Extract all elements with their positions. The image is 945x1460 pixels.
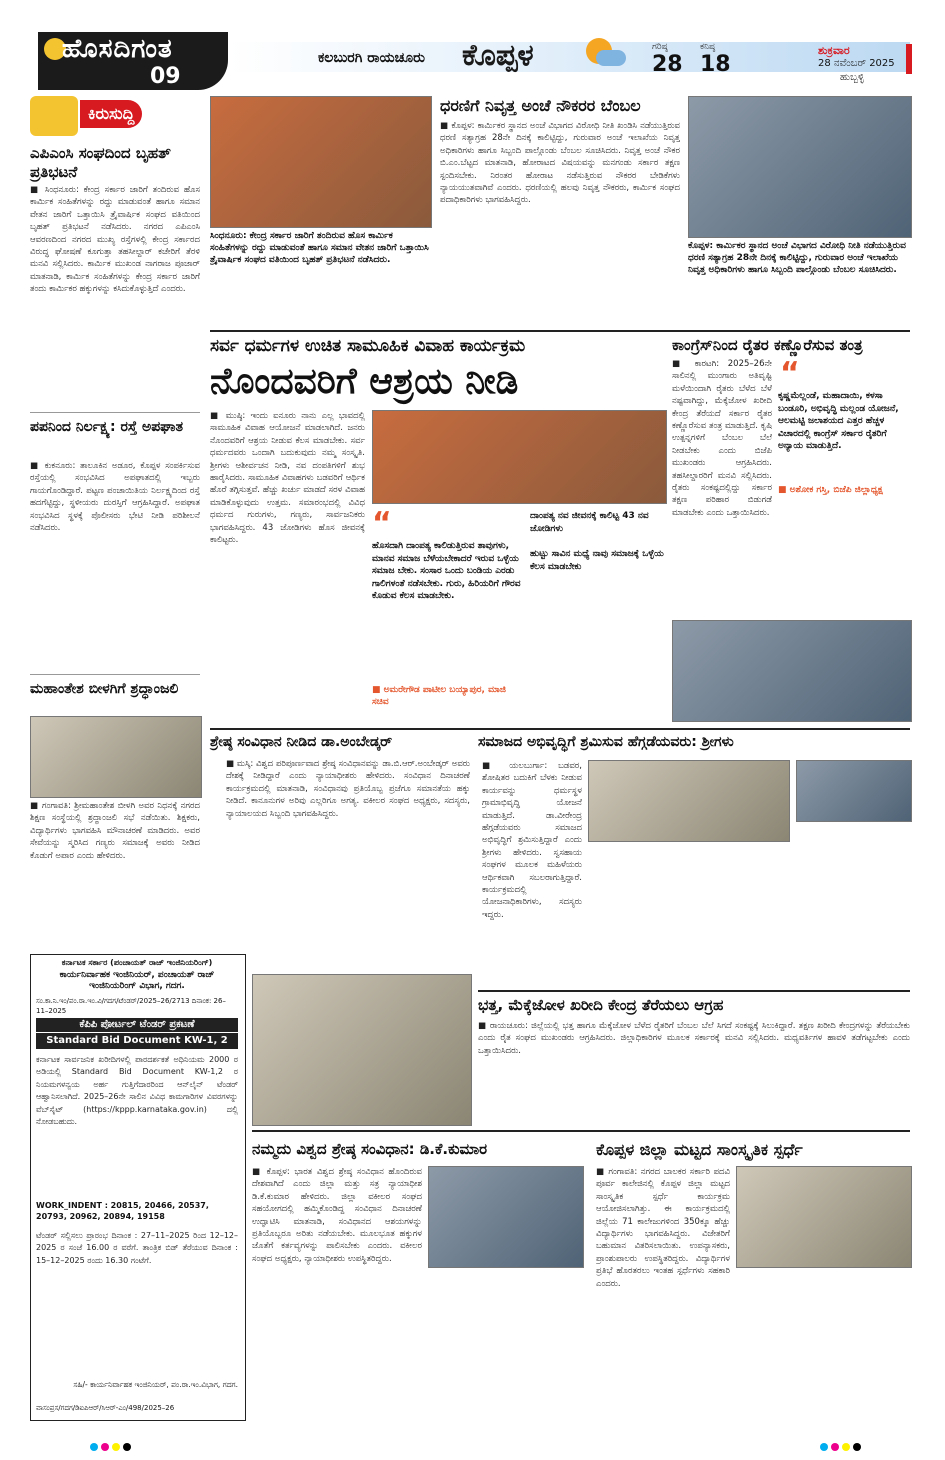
congress-quote-author: ■ ಅಶೋಕ ಗಸ್ತಿ, ಬಿಜೆಪಿ ಜಿಲ್ಲಾಧ್ಯಕ್ಷ — [778, 485, 883, 495]
protest-caption: ಸಿಂಧನೂರು: ಕೇಂದ್ರ ಸರ್ಕಾರ ಜಾರಿಗೆ ತಂದಿರುವ ಹೊಸ ಕಾರ್ಮಿಕ ಸಂಹಿತೆಗಳನ್ನು ರದ್ದು ಮಾಡುವಂತೆ ಹಾಗೂ ಸಮಾನ ವೇತನ ಜಾರಿಗೆ ಒತ್ತಾಯಿಸಿ ತ್ರೈವಾರ್ಷಿಕ ಸಂಘದ ವತಿಯಿಂದ ಬೃಹತ್ ಪ್ರತಿಭಟನೆ ನಡೆಸಿದರು. — [210, 231, 429, 265]
kirusuddi-hand-icon — [30, 96, 78, 136]
congress-quote-icon: “ — [780, 356, 800, 391]
tender-footer: ವಾಸಂಪ್ರಸ/ಗದಗ/ಡಿಐಪಿಆರ್/ಸಿಆರ್-ಎಂ/498/2025–26 — [36, 1404, 175, 1412]
story2-body: ■ ಕುಕನೂರು: ತಾಲೂಕಿನ ಅಡೂರ, ಕೊಪ್ಪಳ ಸಂಪರ್ಕಿಸುವ ರಸ್ತೆಯಲ್ಲಿ ಸಂಭವಿಸಿದ ಅಪಘಾತದಲ್ಲಿ ಇಬ್ಬರು ಗಾಯಗೊಂಡಿದ್ದಾರೆ. ಪಟ್ಟಣ ಪಂಚಾಯಿತಿಯ ನಿರ್ಲಕ್ಷ್ಯದಿಂದ ರಸ್ತೆ ಹದಗೆಟ್ಟಿದ್ದು, ಸ್ಥಳೀಯರು ದುರಸ್ತಿಗೆ ಆಗ್ರಹಿಸಿದ್ದಾರೆ. ಅಪಘಾತ ಸಂಭವಿಸಿದ ಸ್ಥಳಕ್ಕೆ ಪೊಲೀಸರು ಭೇಟಿ ನೀಡಿ ಪರಿಶೀಲನೆ ನಡೆಸಿದರು. — [30, 461, 200, 534]
story1-title: ಎಪಿಎಂಸಿ ಸಂಘದಿಂದ ಬೃಹತ್ ಪ್ರತಿಭಟನೆ — [30, 144, 171, 181]
tender-body: ಕರ್ನಾಟಕ ಸಾರ್ವಜನಿಕ ಖರೀದಿಗಳಲ್ಲಿ ಪಾರದರ್ಶಕತೆ ಅಧಿನಿಯಮ 2000 ರ ಅಡಿಯಲ್ಲಿ Standard Bid Document KW-1,2 ರ ನಿಯಮಗಳನ್ವಯ ಅರ್ಹ ಗುತ್ತಿಗೆದಾರರಿಂದ ಆನ್‌ಲೈನ್ ಟೆಂಡರ್ ಆಹ್ವಾನಿಸಲಾಗಿದೆ. 2025–26ನೇ ಸಾಲಿನ ವಿವಿಧ ಕಾಮಗಾರಿಗಳ ವಿವರಗಳನ್ನು ವೆಬ್‌ಸೈಟ್ (https://kppp.karnataka.gov.in) ದಲ್ಲಿ ನೋಡಬಹುದು. — [36, 1055, 238, 1127]
story2-title: ಪಪನಿಂದ ನಿರ್ಲಕ್ಷ್ಯ: ರಸ್ತೆ ಅಪಘಾತ — [30, 419, 184, 435]
print-registration-marks — [820, 1436, 864, 1455]
section-divider — [478, 990, 910, 992]
tender-sign: ಸಹಿ/- ಕಾರ್ಯನಿರ್ವಾಹಕ ಇಂಜಿನಿಯರ್, ಪಂ.ರಾ.ಇಂ.ವಿಭಾಗ, ಗದಗ. — [73, 1380, 238, 1389]
lead-body: ■ ಮುಷ್ಠಿ: ಇಂದು ಐನೂರು ನಾನು ಎಲ್ಲ ಭಾವದಲ್ಲಿ ಸಾಮೂಹಿಕ ವಿವಾಹ ಆಯೋಜನೆ ಮಾಡಲಾಗಿದೆ. ಜನರು ನೊಂದವರಿಗೆ ಆಶ್ರಯ ನೀಡುವ ಕೆಲಸ ಮಾಡಬೇಕು. ಸರ್ವ ಧರ್ಮದವರು ಒಂದಾಗಿ ಬದುಕುವುದು ನಮ್ಮ ಸಂಸ್ಕೃತಿ. ಶ್ರೀಗಳು ಆಶೀರ್ವಚನ ನೀಡಿ, ನವ ದಂಪತಿಗಳಿಗೆ ಶುಭ ಹಾರೈಸಿದರು. ಸಾಮೂಹಿಕ ವಿವಾಹಗಳು ಬಡವರಿಗೆ ಆರ್ಥಿಕ ಹೊರೆ ತಗ್ಗಿಸುತ್ತವೆ. ಹೆಚ್ಚು ಖರ್ಚು ಮಾಡದೆ ಸರಳ ವಿವಾಹ ಮಾಡಿಕೊಳ್ಳುವುದು ಉತ್ತಮ. ಸಮಾರಂಭದಲ್ಲಿ ವಿವಿಧ ಧರ್ಮದ ಗುರುಗಳು, ಗಣ್ಯರು, ಸಾರ್ವಜನಿಕರು ಭಾಗವಹಿಸಿದ್ದರು. 43 ಜೋಡಿಗಳು ಹೊಸ ಜೀವನಕ್ಕೆ ಕಾಲಿಟ್ಟರು. — [210, 411, 365, 546]
story3-body: ■ ಗಂಗಾವತಿ: ಶ್ರೀಮಹಾಂತೇಶ ಬೀಳಗಿ ಅವರ ನಿಧನಕ್ಕೆ ನಗರದ ಶಿಕ್ಷಣ ಸಂಸ್ಥೆಯಲ್ಲಿ ಶ್ರದ್ಧಾಂಜಲಿ ಸಭೆ ನಡೆಯಿತು. ಶಿಕ್ಷಕರು, ವಿದ್ಯಾರ್ಥಿಗಳು ಭಾಗವಹಿಸಿ ಮೌನಾಚರಣೆ ಮಾಡಿದರು. ಅವರ ಸೇವೆಯನ್ನು ಸ್ಮರಿಸಿದ ಗಣ್ಯರು ಸಮಾಜಕ್ಕೆ ಅವರು ನೀಡಿದ ಕೊಡುಗೆ ಅಪಾರ ಎಂದು ಹೇಳಿದರು. — [30, 801, 200, 861]
tender-dates: ಟೆಂಡರ್ ಸಲ್ಲಿಸಲು ಪ್ರಾರಂಭ ದಿನಾಂಕ : 27–11–2025 ರಿಂದ 12–12–2025 ರ ಸಂಜೆ 16.00 ರ ವರೆಗೆ. ತಾಂತ್ರಿಕ ಬಿಡ್ ತೆರೆಯುವ ದಿನಾಂಕ : 15–12–2025 ರಂದು 16.30 ಗಂಟೆಗೆ. — [36, 1231, 238, 1265]
ambedkar-photo — [252, 974, 472, 1126]
lead-photo — [372, 410, 667, 504]
section-divider — [210, 728, 910, 730]
temp-min: 18 — [700, 52, 731, 77]
story3-title: ಮಹಾಂತೇಶ ಬೀಳಗಿಗೆ ಶ್ರದ್ಧಾಂಜಲಿ — [30, 681, 179, 697]
temp-max-label: ಗರಿಷ್ಠ — [652, 42, 668, 52]
postal-caption: ಕೊಪ್ಪಳ: ಕಾರ್ಮಿಕರ ಸ್ಥಾನದ ಅಂಚೆ ವಿಭಾಗದ ವಿರೋಧಿ ನೀತಿ ನಡೆಯುತ್ತಿರುವ ಧರಣಿ ಸತ್ಯಾಗ್ರಹ 28ನೇ ದಿನಕ್ಕೆ ಕಾಲಿಟ್ಟಿದ್ದು, ಗುರುವಾರ ಅಂಚೆ ಇಲಾಖೆಯ ನಿವೃತ್ತ ಅಧಿಕಾರಿಗಳು ಹಾಗೂ ಸಿಬ್ಬಂದಿ ಪಾಲ್ಗೊಂಡು ಬೆಂಬಲ ಸೂಚಿಸಿದರು. — [688, 241, 906, 275]
lead-quote-icon: “ — [372, 506, 392, 541]
divider — [30, 674, 200, 675]
masthead-logo: ಹೊಸದಿಗಂತ — [62, 34, 173, 64]
tender-indent: WORK_INDENT : 20815, 20466, 20537, 20793, 20962, 20894, 19158 — [36, 1201, 209, 1221]
protest-photo — [210, 96, 432, 228]
tender-banner: ಕೆಪಿಪಿ ಪೋರ್ಟಲ್ ಟೆಂಡರ್ ಪ್ರಕಟಣೆ — [36, 1018, 238, 1032]
temp-min-label: ಕನಿಷ್ಠ — [700, 42, 716, 52]
constitution-title: ನಮ್ಮದು ವಿಶ್ವದ ಶ್ರೇಷ್ಠ ಸಂವಿಧಾನ: ಡಿ.ಕೆ.ಕುಮಾರ — [252, 1140, 488, 1158]
culture-photo — [736, 1166, 912, 1268]
tender-ref: ಸಂ.ಕಾ.ನಿ.ಇಂ/ಪಂ.ರಾ.ಇಂ.ವಿ/ಗದಗ/ಟೆಂಡರ್/2025–26/2713 ದಿನಾಂಕ: 26–11–2025 — [36, 997, 226, 1015]
postal-photo — [688, 96, 912, 238]
masthead-cities: ಕಲಬುರಗಿ ರಾಯಚೂರು — [318, 50, 425, 66]
constitution-body: ■ ಕೊಪ್ಪಳ: ಭಾರತ ವಿಶ್ವದ ಶ್ರೇಷ್ಠ ಸಂವಿಧಾನ ಹೊಂದಿರುವ ದೇಶವಾಗಿದೆ ಎಂದು ಜಿಲ್ಲಾ ಮತ್ತು ಸತ್ರ ನ್ಯಾಯಾಧೀಶ ಡಿ.ಕೆ.ಕುಮಾರ ಹೇಳಿದರು. ಜಿಲ್ಲಾ ವಕೀಲರ ಸಂಘದ ಸಹಯೋಗದಲ್ಲಿ ಹಮ್ಮಿಕೊಂಡಿದ್ದ ಸಂವಿಧಾನ ದಿನಾಚರಣೆ ಉದ್ಘಾಟಿಸಿ ಮಾತನಾಡಿ, ಸಂವಿಧಾನದ ಆಶಯಗಳನ್ನು ಪ್ರತಿಯೊಬ್ಬರೂ ಅರಿತು ನಡೆಯಬೇಕು. ಮೂಲಭೂತ ಹಕ್ಕುಗಳ ಜೊತೆಗೆ ಕರ್ತವ್ಯಗಳನ್ನು ಪಾಲಿಸಬೇಕು ಎಂದರು. ವಕೀಲರ ಸಂಘದ ಅಧ್ಯಕ್ಷರು, ನ್ಯಾಯಾಧೀಶರು ಉಪಸ್ಥಿತರಿದ್ದರು. — [252, 1167, 422, 1264]
temp-max: 28 — [652, 52, 683, 77]
story3-photo — [30, 716, 202, 798]
congress-photo — [672, 620, 912, 722]
section-divider — [252, 1130, 910, 1132]
congress-quote: ಕೃಷ್ಣಮೆಲ್ಲಂಡೆ, ಮಹಾದಾಯಿ, ಕಳಸಾ ಬಂಡೂರಿ, ಅಭಿವೃದ್ಧಿ ಮಲ್ಲಂಡ ಯೋಜನೆ, ಆಲಮಟ್ಟಿ ಜಲಾಶಯದ ಎತ್ತರ ಹೆಚ್ಚಳ ವಿಚಾರದಲ್ಲಿ ಕಾಂಗ್ರೆಸ್ ಸರ್ಕಾರ ರೈತರಿಗೆ ಅನ್ಯಾಯ ಮಾಡುತ್ತಿದೆ. — [778, 391, 899, 451]
story1-body: ■ ಸಿಂಧನೂರು: ಕೇಂದ್ರ ಸರ್ಕಾರ ಜಾರಿಗೆ ತಂದಿರುವ ಹೊಸ ಕಾರ್ಮಿಕ ಸಂಹಿತೆಗಳನ್ನು ರದ್ದು ಮಾಡುವಂತೆ ಹಾಗೂ ಸಮಾನ ವೇತನ ಜಾರಿಗೆ ಒತ್ತಾಯಿಸಿ ತ್ರೈವಾರ್ಷಿಕ ಸಂಘದ ವತಿಯಿಂದ ಬೃಹತ್ ಪ್ರತಿಭಟನೆ ನಡೆಸಿದರು. ನಗರದ ಎಪಿಎಂಸಿ ಆವರಣದಿಂದ ನಗರದ ಮುಖ್ಯ ರಸ್ತೆಗಳಲ್ಲಿ ಕೇಂದ್ರ ಸರ್ಕಾರದ ವಿರುದ್ಧ ಘೋಷಣೆ ಕೂಗುತ್ತಾ ತಹಸೀಲ್ದಾರ್ ಕಚೇರಿಗೆ ತೆರಳಿ ಮನವಿ ಸಲ್ಲಿಸಿದರು. ಕಾರ್ಮಿಕ ಮುಖಂಡ ನಾಗರಾಜ ಪೂಜಾರ್ ಮಾತನಾಡಿ, ಕಾರ್ಮಿಕ ಸಂಹಿತೆಗಳನ್ನು ಕೇಂದ್ರ ಸರ್ಕಾರ ಜಾರಿಗೆ ತಂದು ಕಾರ್ಮಿಕರ ಹಕ್ಕುಗಳನ್ನು ಕಸಿದುಕೊಳ್ಳುತ್ತಿದೆ ಎಂದರು. — [30, 185, 200, 295]
heggade-photo2 — [796, 760, 912, 822]
maize-body: ■ ರಾಯಚೂರು: ಜಿಲ್ಲೆಯಲ್ಲಿ ಭತ್ತ ಹಾಗೂ ಮೆಕ್ಕೆಜೋಳ ಬೆಳೆದ ರೈತರಿಗೆ ಬೆಂಬಲ ಬೆಲೆ ಸಿಗದೆ ಸಂಕಷ್ಟಕ್ಕೆ ಸಿಲುಕಿದ್ದಾರೆ. ತಕ್ಷಣ ಖರೀದಿ ಕೇಂದ್ರಗಳನ್ನು ತೆರೆಯಬೇಕು ಎಂದು ರೈತ ಸಂಘದ ಮುಖಂಡರು ಆಗ್ರಹಿಸಿದರು. ಜಿಲ್ಲಾಧಿಕಾರಿಗಳ ಮೂಲಕ ಸರ್ಕಾರಕ್ಕೆ ಮನವಿ ಸಲ್ಲಿಸಿದರು. ಮಧ್ಯವರ್ತಿಗಳ ಹಾವಳಿ ತಡೆಗಟ್ಟಬೇಕು ಎಂದು ಒತ್ತಾಯಿಸಿದರು. — [478, 1021, 910, 1056]
constitution-photo — [428, 1166, 584, 1268]
postal-body: ■ ಕೊಪ್ಪಳ: ಕಾರ್ಮಿಕರ ಸ್ಥಾನದ ಅಂಚೆ ವಿಭಾಗದ ವಿರೋಧಿ ನೀತಿ ಖಂಡಿಸಿ ನಡೆಯುತ್ತಿರುವ ಧರಣಿ ಸತ್ಯಾಗ್ರಹ 28ನೇ ದಿನಕ್ಕೆ ಕಾಲಿಟ್ಟಿದ್ದು, ಗುರುವಾರ ಅಂಚೆ ಇಲಾಖೆಯ ನಿವೃತ್ತ ಅಧಿಕಾರಿಗಳು ಹಾಗೂ ಸಿಬ್ಬಂದಿ ಪಾಲ್ಗೊಂಡು ಬೆಂಬಲ ಸೂಚಿಸಿದರು. ನಿವೃತ್ತ ಅಂಚೆ ನೌಕರ ಬಿ.ಎಂ.ಬೆಟ್ಟದ ಮಾತನಾಡಿ, ಹೋರಾಟದ ವಿಷಯವನ್ನು ಮನಗಂಡು ಸರ್ಕಾರ ತಕ್ಷಣ ಸ್ಪಂದಿಸಬೇಕು. ನಿರಂತರ ಹೋರಾಟ ನಡೆಸುತ್ತಿರುವ ನೌಕರರ ಬೇಡಿಕೆಗಳು ನ್ಯಾಯಯುತವಾಗಿವೆ ಎಂದರು. ಧರಣಿಯಲ್ಲಿ ಹಲವು ನಿವೃತ್ತ ನೌಕರರು, ಕಾರ್ಮಿಕ ಸಂಘದ ಪದಾಧಿಕಾರಿಗಳು ಭಾಗವಹಿಸಿದ್ದರು. — [440, 121, 680, 206]
print-registration-marks — [90, 1436, 134, 1455]
lead-quote: ಹೊಸದಾಗಿ ದಾಂಪತ್ಯ ಕಾಲಿಡುತ್ತಿರುವ ತಾವುಗಳು, ಮಾನವ ಸಮಾಜ ಬೆಳೆಯಬೇಕಾದರೆ ಇರುವ ಒಳ್ಳೆಯ ಸಮಾಜ ಬೇಕು. ಸಂಸಾರ ಒಂದು ಬಂಡಿಯ ಎರಡು ಗಾಲಿಗಳಂತೆ ನಡೆಸಬೇಕು. ಗುರು, ಹಿರಿಯರಿಗೆ ಗೌರವ ಕೊಡುವ ಕೆಲಸ ಮಾಡಬೇಕು. — [372, 541, 521, 601]
kirusuddi-label: ಕಿರುಸುದ್ದಿ — [80, 100, 142, 128]
postal-title: ಧರಣಿಗೆ ನಿವೃತ್ತ ಅಂಚೆ ನೌಕರರ ಬೆಂಬಲ — [440, 96, 641, 115]
masthead-accent-bar — [906, 44, 912, 74]
divider — [30, 412, 200, 413]
issue-day: ಶುಕ್ರವಾರ — [818, 44, 850, 57]
lead-title: ನೊಂದವರಿಗೆ ಆಶ್ರಯ ನೀಡಿ — [210, 361, 519, 402]
congress-body: ■ ಕಾರಟಗಿ: 2025–26ನೇ ಸಾಲಿನಲ್ಲಿ ಮುಂಗಾರು ಅತಿವೃಷ್ಟಿ ಮಳೆಯಿಂದಾಗಿ ರೈತರು ಬೆಳೆದ ಬೆಳೆ ನಷ್ಟವಾಗಿದ್ದು, ಮೆಕ್ಕೆಜೋಳ ಖರೀದಿ ಕೇಂದ್ರ ತೆರೆಯದೆ ಸರ್ಕಾರ ರೈತರ ಕಣ್ಣೊರೆಸುವ ತಂತ್ರ ಮಾಡುತ್ತಿದೆ. ಕೃಷಿ ಉತ್ಪನ್ನಗಳಿಗೆ ಬೆಂಬಲ ಬೆಲೆ ನೀಡಬೇಕು ಎಂದು ಬಿಜೆಪಿ ಮುಖಂಡರು ಆಗ್ರಹಿಸಿದರು. ತಹಸೀಲ್ದಾರರಿಗೆ ಮನವಿ ಸಲ್ಲಿಸಿದರು. ರೈತರು ಸಂಕಷ್ಟದಲ್ಲಿದ್ದು ಸರ್ಕಾರ ತಕ್ಷಣ ಪರಿಹಾರ ಬಿಡುಗಡೆ ಮಾಡಬೇಕು ಎಂದು ಒತ್ತಾಯಿಸಿದರು. — [672, 359, 772, 518]
lead-bullet1: ದಾಂಪತ್ಯ ನವ ಜೀವನಕ್ಕೆ ಕಾಲಿಟ್ಟ 43 ನವ ಜೋಡಿಗಳು — [530, 511, 649, 534]
lead-bullet2: ಹುಟ್ಟು ಸಾವಿನ ಮಧ್ಯೆ ನಾವು ಸಮಾಜಕ್ಕೆ ಒಳ್ಳೆಯ ಕೆಲಸ ಮಾಡಬೇಕು — [530, 549, 664, 572]
tender-line1: ಕರ್ನಾಟಕ ಸರ್ಕಾರ (ಪಂಚಾಯತ್ ರಾಜ್ ಇಂಜಿನಿಯರಿಂಗ್) — [61, 958, 213, 967]
heggade-title: ಸಮಾಜದ ಅಭಿವೃದ್ಧಿಗೆ ಶ್ರಮಿಸುವ ಹೆಗ್ಗಡೆಯವರು: ಶ್ರೀಗಳು — [478, 734, 734, 750]
masthead-edition: ಕೊಪ್ಪಳ — [462, 38, 534, 73]
maize-title: ಭತ್ತ, ಮೆಕ್ಕೆಜೋಳ ಖರೀದಿ ಕೇಂದ್ರ ತೆರೆಯಲು ಆಗ್ರಹ — [478, 996, 724, 1014]
tender-doc: Standard Bid Document KW-1, 2 — [36, 1033, 238, 1049]
ambedkar-body: ■ ಮಸ್ಕಿ: ವಿಶ್ವದ ಪರಿಪೂರ್ಣವಾದ ಶ್ರೇಷ್ಠ ಸಂವಿಧಾನವನ್ನು ಡಾ.ಬಿ.ಆರ್.ಅಂಬೇಡ್ಕರ್ ಅವರು ದೇಶಕ್ಕೆ ನೀಡಿದ್ದಾರೆ ಎಂದು ನ್ಯಾಯಾಧೀಶರು ಹೇಳಿದರು. ಸಂವಿಧಾನ ದಿನಾಚರಣೆ ಕಾರ್ಯಕ್ರಮದಲ್ಲಿ ಮಾತನಾಡಿ, ಸಂವಿಧಾನವು ಪ್ರತಿಯೊಬ್ಬ ಪ್ರಜೆಗೂ ಸಮಾನತೆಯ ಹಕ್ಕು ನೀಡಿದೆ. ಕಾನೂನುಗಳ ಅರಿವು ಎಲ್ಲರಿಗೂ ಅಗತ್ಯ. ವಕೀಲರ ಸಂಘದ ಅಧ್ಯಕ್ಷರು, ಸದಸ್ಯರು, ನ್ಯಾಯಾಲಯದ ಸಿಬ್ಬಂದಿ ಭಾಗವಹಿಸಿದ್ದರು. — [226, 759, 470, 819]
tender-line2: ಕಾರ್ಯನಿರ್ವಾಹಕ ಇಂಜಿನಿಯರ್, ಪಂಚಾಯತ್ ರಾಜ್ ಇಂಜಿನಿಯರಿಂಗ್ ವಿಭಾಗ, ಗದಗ. — [59, 970, 215, 991]
congress-title: ಕಾಂಗ್ರೆಸ್‌ನಿಂದ ರೈತರ ಕಣ್ಣೊರೆಸುವ ತಂತ್ರ — [672, 336, 863, 354]
page-number: 09 — [150, 64, 181, 89]
heggade-photo — [588, 760, 790, 842]
lead-quote-author: ■ ಅಮರೇಗೌಡ ಪಾಟೀಲ ಬಯ್ಯಾಪುರ, ಮಾಜಿ ಸಚಿವ — [372, 685, 506, 707]
culture-title: ಕೊಪ್ಪಳ ಜಿಲ್ಲಾ ಮಟ್ಟದ ಸಾಂಸ್ಕೃತಿಕ ಸ್ಪರ್ಧೆ — [596, 1140, 803, 1159]
section-divider — [210, 330, 910, 332]
issue-place: ಹುಬ್ಬಳ್ಳಿ — [840, 72, 865, 83]
ambedkar-title: ಶ್ರೇಷ್ಠ ಸಂವಿಧಾನ ನೀಡಿದ ಡಾ.ಅಂಬೇಡ್ಕರ್ — [210, 734, 393, 750]
lead-kicker: ಸರ್ವ ಧರ್ಮಗಳ ಉಚಿತ ಸಾಮೂಹಿಕ ವಿವಾಹ ಕಾರ್ಯಕ್ರಮ — [210, 336, 526, 356]
cloud-icon — [596, 50, 626, 66]
issue-date: 28 ನವೆಂಬರ್ 2025 — [818, 58, 895, 69]
heggade-body: ■ ಯಲಬುರ್ಗಾ: ಬಡವರ, ಶೋಷಿತರ ಬದುಕಿಗೆ ಬೆಳಕು ನೀಡುವ ಕಾರ್ಯವನ್ನು ಧರ್ಮಸ್ಥಳ ಗ್ರಾಮಾಭಿವೃದ್ಧಿ ಯೋಜನೆ ಮಾಡುತ್ತಿದೆ. ಡಾ.ವೀರೇಂದ್ರ ಹೆಗ್ಗಡೆಯವರು ಸಮಾಜದ ಅಭಿವೃದ್ಧಿಗೆ ಶ್ರಮಿಸುತ್ತಿದ್ದಾರೆ ಎಂದು ಶ್ರೀಗಳು ಹೇಳಿದರು. ಸ್ವಸಹಾಯ ಸಂಘಗಳ ಮೂಲಕ ಮಹಿಳೆಯರು ಆರ್ಥಿಕವಾಗಿ ಸಬಲರಾಗುತ್ತಿದ್ದಾರೆ. ಕಾರ್ಯಕ್ರಮದಲ್ಲಿ ಯೋಜನಾಧಿಕಾರಿಗಳು, ಸದಸ್ಯರು ಇದ್ದರು. — [482, 761, 582, 920]
culture-body: ■ ಗಂಗಾವತಿ: ನಗರದ ಬಾಲಕರ ಸರ್ಕಾರಿ ಪದವಿ ಪೂರ್ವ ಕಾಲೇಜಿನಲ್ಲಿ ಕೊಪ್ಪಳ ಜಿಲ್ಲಾ ಮಟ್ಟದ ಸಾಂಸ್ಕೃತಿಕ ಸ್ಪರ್ಧೆ ಕಾರ್ಯಕ್ರಮ ಆಯೋಜಿಸಲಾಗಿತ್ತು. ಈ ಕಾರ್ಯಕ್ರಮದಲ್ಲಿ ಜಿಲ್ಲೆಯ 71 ಕಾಲೇಜುಗಳಿಂದ 350ಕ್ಕೂ ಹೆಚ್ಚು ವಿದ್ಯಾರ್ಥಿಗಳು ಭಾಗವಹಿಸಿದ್ದರು. ವಿಜೇತರಿಗೆ ಬಹುಮಾನ ವಿತರಿಸಲಾಯಿತು. ಉಪನ್ಯಾಸಕರು, ಪ್ರಾಂಶುಪಾಲರು ಉಪಸ್ಥಿತರಿದ್ದರು. ವಿದ್ಯಾರ್ಥಿಗಳ ಪ್ರತಿಭೆ ಹೊರತರಲು ಇಂತಹ ಸ್ಪರ್ಧೆಗಳು ಸಹಕಾರಿ ಎಂದರು. — [596, 1167, 730, 1289]
